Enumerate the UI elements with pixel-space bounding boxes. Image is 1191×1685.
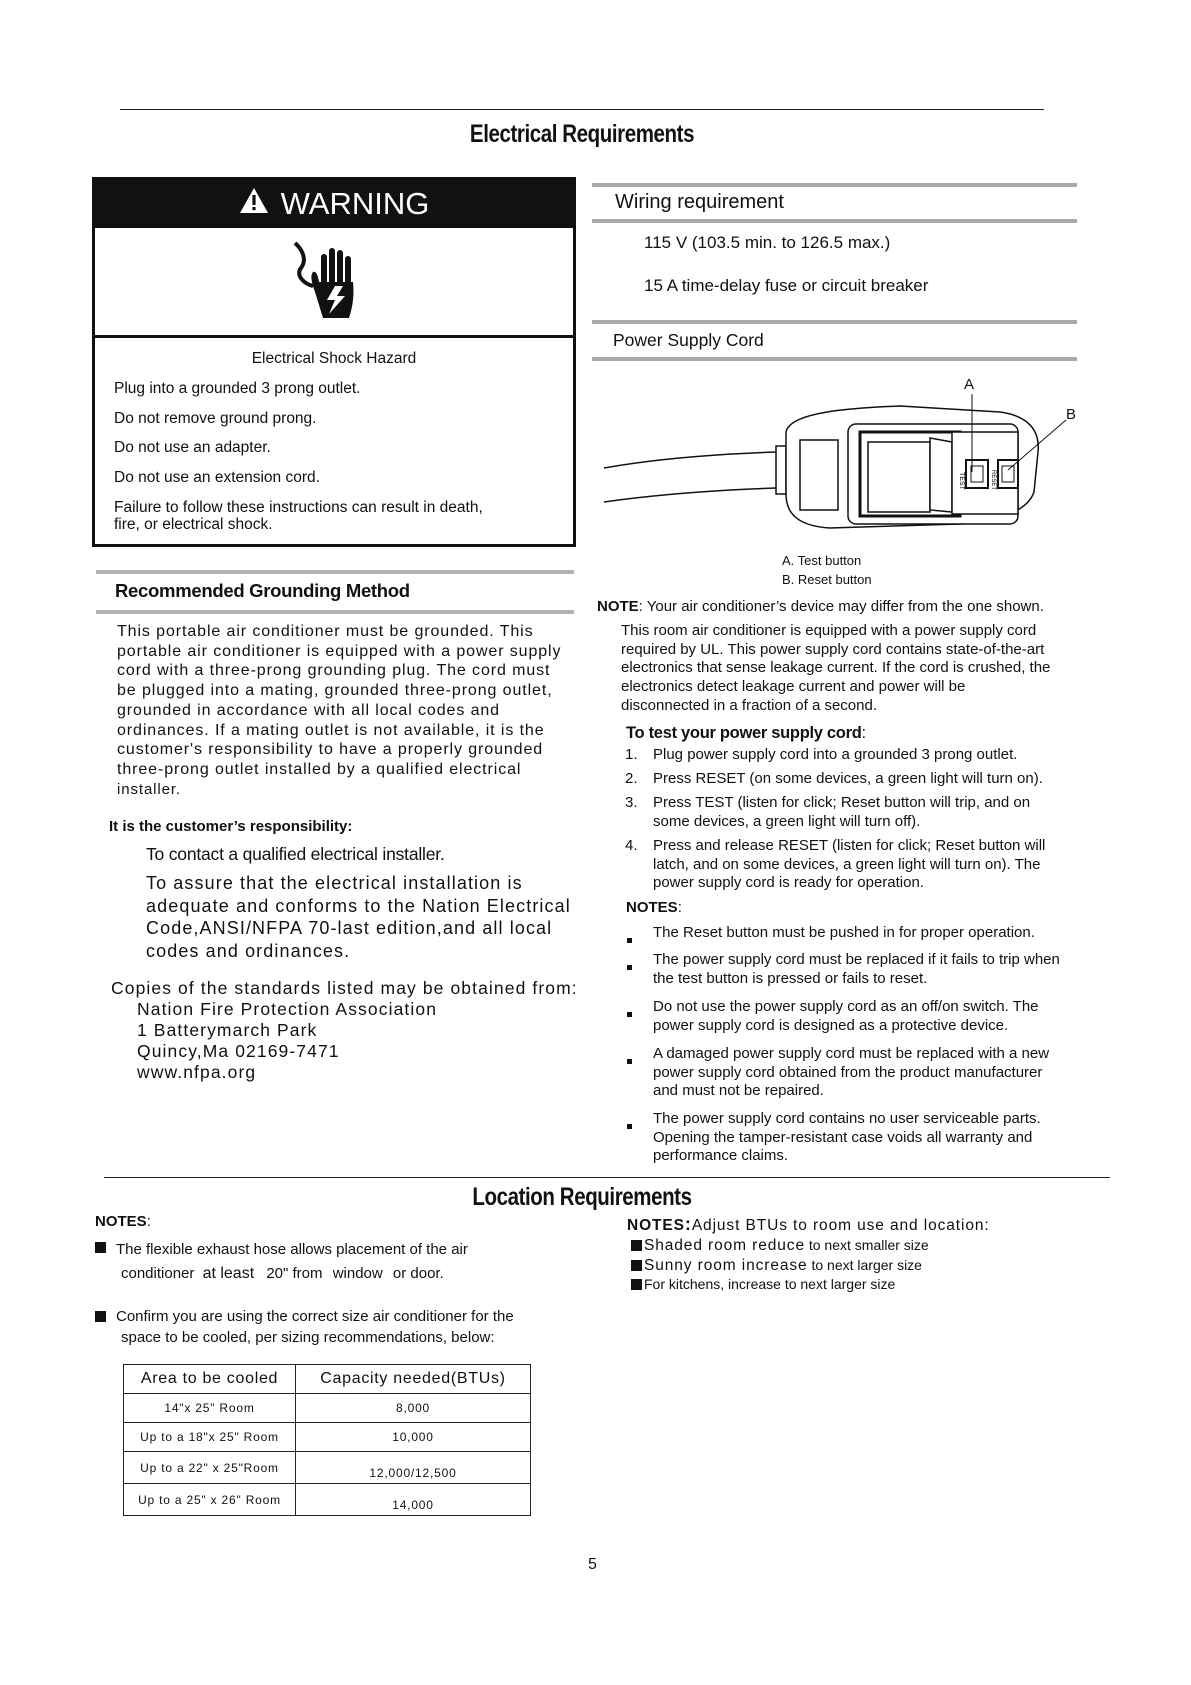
address-line: 1 Batterymarch Park	[137, 1020, 318, 1040]
legend-b-text: . Reset button	[790, 572, 872, 587]
paragraph-line: grounded in accordance with all local codes and	[117, 701, 500, 719]
warning-line: fire, or electrical shock.	[114, 516, 273, 533]
step-number: 2.	[625, 770, 638, 787]
cord-notes-label	[626, 899, 682, 916]
desc-line: electronics detect leakage current and power will be	[621, 678, 966, 696]
item-line	[116, 1262, 468, 1286]
table-row	[124, 1423, 531, 1452]
bullet-icon	[627, 1053, 632, 1071]
cord-bottom-bar	[592, 357, 1077, 361]
location-item-2	[116, 1306, 514, 1348]
note-line: Opening the tamper-resistant case voids all warranty and	[653, 1128, 1033, 1146]
table-cell: 8,000	[296, 1394, 531, 1423]
grounding-top-bar	[96, 570, 574, 574]
assure-line: codes and ordinances.	[146, 940, 351, 961]
step-text	[653, 746, 1017, 765]
cord-description	[621, 622, 1050, 716]
warning-line: Do not use an adapter.	[114, 439, 271, 456]
reset-small-label: RESET	[990, 470, 996, 491]
legend-a-letter: A	[782, 553, 791, 568]
cord-top-bar	[592, 320, 1077, 324]
grounding-paragraph	[117, 622, 561, 799]
note-line: the test button is pressed or fails to reset.	[653, 969, 928, 987]
notes-label-text: NOTES	[95, 1213, 147, 1230]
location-title: Location Requirements	[472, 1183, 692, 1211]
table-header-cell: Capacity needed(BTUs)	[296, 1365, 531, 1394]
btu-adjust-list	[631, 1236, 929, 1295]
note-line: A damaged power supply cord must be replaced with a new	[653, 1045, 1050, 1062]
warning-line: Failure to follow these instructions can result in death,	[114, 499, 483, 516]
assure-line: To assure that the electrical installation is	[146, 873, 523, 893]
paragraph-line: ordinances. If a mating outlet is not available, it is the	[117, 721, 545, 739]
page-number: 5	[588, 1556, 597, 1573]
paragraph-line: This portable air conditioner must be grounded. This	[117, 623, 534, 640]
cord-note-item	[653, 1110, 1041, 1166]
grounding-heading: Recommended Grounding Method	[115, 580, 410, 601]
voltage-spec: 115 V (103.5 min. to 126.5 max.)	[644, 233, 891, 252]
item-word: at least	[202, 1265, 255, 1282]
cord-note-item	[653, 1045, 1049, 1101]
square-bullet-icon	[631, 1240, 642, 1251]
wiring-bottom-bar	[592, 219, 1077, 223]
copies-line: Copies of the standards listed may be obtained from:	[111, 978, 578, 998]
wiring-heading: Wiring requirement	[615, 191, 784, 213]
electric-shock-hand-icon	[283, 240, 373, 335]
fuse-spec: 15 A time-delay fuse or circuit breaker	[644, 276, 929, 295]
bullet-icon	[627, 1006, 632, 1024]
contact-installer: To contact a qualified electrical installer.	[146, 844, 445, 864]
square-bullet-icon	[95, 1308, 112, 1326]
location-item-1	[116, 1238, 468, 1286]
electrical-title: Electrical Requirements	[469, 120, 695, 148]
step-number: 3.	[625, 794, 638, 811]
legend-b	[782, 572, 872, 587]
warning-line: Do not remove ground prong.	[114, 410, 317, 427]
label-b: B	[1066, 406, 1077, 423]
table-cell: Up to a 18"x 25" Room	[124, 1423, 296, 1452]
wiring-top-bar	[592, 183, 1077, 187]
cord-note-item	[653, 998, 1039, 1035]
power-cord-plug-illustration	[600, 372, 1080, 552]
item-line: The flexible exhaust hose allows placement of the air	[116, 1241, 468, 1258]
cord-note-item	[653, 924, 1035, 943]
adjust-emphasis: Sunny room increase	[644, 1256, 808, 1274]
step-line: some devices, a green light will turn off).	[653, 812, 921, 830]
note-line: and must not be repaired.	[653, 1082, 824, 1100]
adjust-text: to next smaller size	[804, 1237, 929, 1253]
cord-heading: Power Supply Cord	[613, 330, 764, 350]
test-step	[625, 794, 638, 813]
step-line: Plug power supply cord into a grounded 3 prong outlet.	[653, 746, 1018, 763]
desc-line: electronics that sense leakage current. If the cord is crushed, the	[621, 659, 1051, 677]
test-small-label: TEST	[958, 472, 965, 490]
adjust-text: For kitchens, increase to next larger size	[644, 1276, 896, 1292]
step-text	[653, 837, 1045, 893]
warning-header	[95, 180, 573, 228]
step-line: latch, and on some devices, a green light will turn on). The	[653, 855, 1041, 873]
note-line: The power supply cord must be replaced if it fails to trip when	[653, 951, 1060, 968]
paragraph-line: portable air conditioner is equipped with a power supply	[117, 642, 562, 660]
adjust-text: to next larger size	[807, 1256, 922, 1273]
note-line: The power supply cord contains no user serviceable parts.	[653, 1110, 1041, 1127]
hazard-title: Electrical Shock Hazard	[251, 350, 417, 367]
address-line: Nation Fire Protection Association	[137, 999, 438, 1019]
test-step	[625, 837, 638, 856]
btu-notes	[627, 1214, 990, 1235]
warning-triangle-icon	[239, 186, 269, 222]
btu-adjust-item	[631, 1236, 929, 1256]
notes-label-text: NOTES	[627, 1217, 685, 1234]
location-rule	[104, 1177, 1110, 1178]
btu-adjust-item	[631, 1275, 929, 1295]
step-text	[653, 794, 1030, 831]
table-cell: 14"x 25" Room	[124, 1394, 296, 1423]
table-cell: 12,000/12,500	[296, 1452, 531, 1484]
assure-line: adequate and conforms to the Nation Electrical	[146, 895, 571, 916]
paragraph-line: be plugged into a mating, grounded three-prong outlet,	[117, 682, 553, 700]
note-label: NOTE	[597, 598, 639, 615]
cord-note-item	[653, 951, 1060, 988]
warning-separator	[95, 335, 573, 338]
item-word: conditioner	[121, 1265, 195, 1282]
table-cell: Up to a 25" x 26" Room	[124, 1484, 296, 1516]
test-cord-heading	[626, 724, 866, 743]
bullet-icon	[627, 1118, 632, 1136]
step-line: Press and release RESET (listen for click; Reset button will	[653, 837, 1046, 854]
cord-note	[597, 598, 1044, 617]
desc-line: This room air conditioner is equipped with a power supply cord	[621, 622, 1037, 639]
note-line: performance claims.	[653, 1147, 789, 1165]
table-cell: 14,000	[296, 1484, 531, 1516]
table-row	[124, 1452, 531, 1484]
test-step	[625, 746, 638, 765]
step-text	[653, 770, 1043, 789]
notes-label-text: NOTES	[626, 899, 678, 916]
paragraph-line: customer's responsibility to have a properly grounded	[117, 741, 544, 759]
test-heading-colon: :	[861, 724, 866, 742]
item-word: 20" from	[266, 1265, 323, 1282]
item-word: or door.	[392, 1265, 444, 1282]
note-line: power supply cord obtained from the product manufacturer	[653, 1063, 1043, 1081]
bullet-icon	[627, 959, 632, 977]
nfpa-address	[137, 999, 437, 1083]
square-bullet-icon	[631, 1279, 642, 1290]
assure-line: Code,ANSI/NFPA 70-last edition,and all local	[146, 918, 553, 938]
paragraph-line: three-prong outlet installed by a qualified electrical	[117, 760, 522, 778]
location-notes-label	[95, 1213, 151, 1230]
table-row	[124, 1484, 531, 1516]
legend-a-text: . Test button	[790, 553, 862, 568]
table-cell: Up to a 22" x 25"Room	[124, 1452, 296, 1484]
nfpa-link[interactable]: www.nfpa.org	[137, 1062, 257, 1082]
item-word: window	[332, 1265, 383, 1282]
note-line: Do not use the power supply cord as an off/on switch. The	[653, 998, 1039, 1015]
step-line: Press RESET (on some devices, a green light will turn on).	[653, 770, 1043, 787]
label-a: A	[964, 376, 975, 393]
test-step	[625, 770, 638, 789]
table-header-row	[124, 1365, 531, 1394]
table-header-cell: Area to be cooled	[124, 1365, 296, 1394]
notes-intro: Adjust BTUs to room use and location:	[691, 1217, 990, 1234]
desc-line: disconnected in a fraction of a second.	[621, 696, 877, 714]
step-line: Press TEST (listen for click; Reset button will trip, and on	[653, 794, 1031, 811]
step-number: 4.	[625, 837, 638, 854]
notes-colon: :	[146, 1213, 151, 1230]
table-cell: 10,000	[296, 1423, 531, 1452]
paragraph-line: installer.	[117, 780, 182, 798]
test-heading-text: To test your power supply cord	[626, 724, 862, 742]
notes-colon: :	[677, 899, 682, 916]
capacity-table	[123, 1364, 531, 1516]
paragraph-line: cord with a three-prong grounding plug. The cord must	[117, 662, 551, 680]
notes-colon: :	[684, 1214, 692, 1234]
legend-b-letter: B	[782, 572, 791, 587]
grounding-bottom-bar	[96, 610, 574, 614]
table-row	[124, 1394, 531, 1423]
note-line: power supply cord is designed as a protective device.	[653, 1016, 1009, 1034]
warning-label: WARNING	[280, 186, 430, 221]
step-line: power supply cord is ready for operation.	[653, 874, 924, 892]
bullet-icon	[627, 932, 632, 950]
assure-paragraph	[146, 872, 571, 962]
step-number: 1.	[625, 746, 638, 763]
note-text: : Your air conditioner’s device may differ from the one shown.	[638, 598, 1044, 615]
warning-line: Plug into a grounded 3 prong outlet.	[114, 380, 361, 397]
item-line: space to be cooled, per sizing recommendations, below:	[121, 1329, 495, 1346]
responsibility-heading: It is the customer’s responsibility:	[109, 818, 353, 835]
item-line: Confirm you are using the correct size air conditioner for the	[116, 1308, 514, 1325]
square-bullet-icon	[631, 1260, 642, 1271]
btu-adjust-item	[631, 1256, 929, 1276]
warning-line: Do not use an extension cord.	[114, 469, 320, 486]
top-rule	[120, 109, 1044, 110]
adjust-emphasis: Shaded room reduce	[644, 1237, 805, 1254]
legend-a	[782, 553, 861, 568]
square-bullet-icon	[95, 1239, 112, 1257]
desc-line: required by UL. This power supply cord contains state-of-the-art	[621, 640, 1045, 658]
note-line: The Reset button must be pushed in for proper operation.	[653, 924, 1035, 941]
address-line: Quincy,Ma 02169-7471	[137, 1041, 340, 1061]
